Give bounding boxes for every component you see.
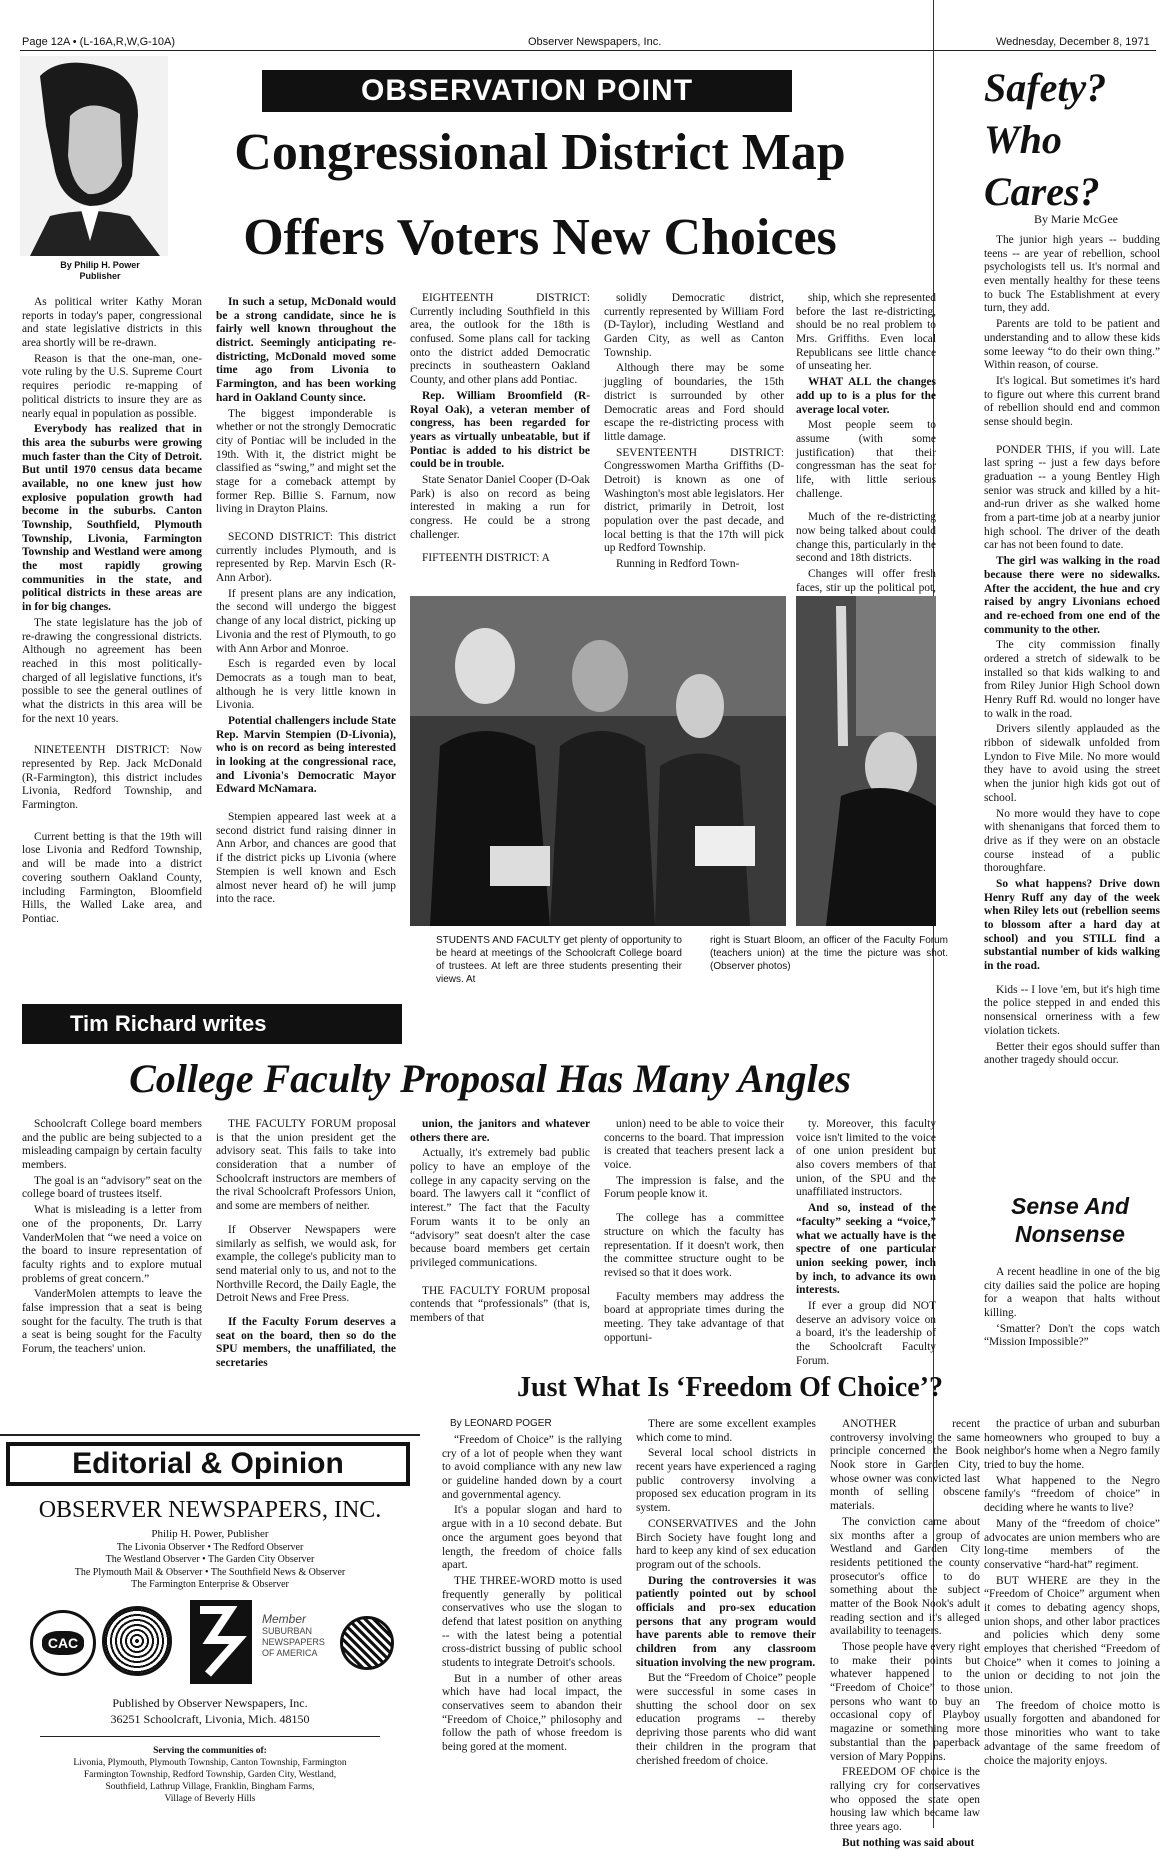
paragraph: Drivers silently applauded as the ribbon of sidewalk unfolded from Lyndon to Five Mile. No more would they have to avoid using the street when the junior high kids got out of school. bbox=[984, 723, 1160, 804]
observation-headline-line1: Congressional District Map bbox=[234, 124, 846, 181]
paragraph: WHAT ALL the changes add up to is a plus for the average local voter. bbox=[796, 376, 936, 416]
paragraph: If present plans are any indication, the second will undergo the biggest change of any local district, picking up Livonia and the rest of Plymouth, to go with Ann Arbor and Monroe. bbox=[216, 587, 396, 655]
publisher-portrait-image bbox=[20, 56, 168, 256]
paragraph: PONDER THIS, if you will. Late last spring -- just a few days before graduation -- a young Bentley High senior was struck and killed by a hit-and-run driver as she walked home from a part-time job at a nearby junior high school. The driver of the death car has not been found to date. bbox=[984, 443, 1160, 552]
paragraph: The conviction came about six months after a group of Westland and Garden City residents petitioned the county prosecutor's office to do something about the subject matter of the Book Nook's adult reading section and it's alleged availability to teenagers. bbox=[830, 1515, 980, 1638]
college-col-1 bbox=[22, 1118, 202, 1418]
faculty-photo-image bbox=[796, 596, 936, 926]
paragraph: What is misleading is a letter from one of the proponents, Dr. Larry VanderMolen that “we need a voice on the board to insure representation of faculty rights and to explore mutual problems of great concern.” bbox=[22, 1204, 202, 1285]
students-photo-image bbox=[410, 596, 786, 926]
byline-title: Publisher bbox=[79, 270, 121, 281]
paragraph: The biggest imponderable is whether or not the strongly Democratic city of Pontiac will be included in the 19th. With it, the district might be classified as “swing,” and might set the stage for a comeback attempt by former Rep. Billie S. Farnum, now living in Drayton Plains. bbox=[216, 407, 396, 516]
paragraph: Everybody has realized that in this area the suburbs were growing much faster than the City of Detroit. But until 1970 census data became available, no one knew just how explosive population growth had become in the suburbs. Canton Township, Southfield, Plymouth Township, Livonia, Farmington Township and Westland were among the most rapidly growing communities in the state, and political districts in these areas are in for big changes. bbox=[22, 423, 202, 614]
editorial-masthead: OBSERVER NEWSPAPERS, INC. bbox=[38, 1497, 382, 1523]
paragraph: Several local school districts in recent years have experienced a raging public controversy involving a proposed sex education program in its system. bbox=[636, 1447, 816, 1515]
paragraph: VanderMolen attempts to leave the false impression that a seat is being sought for the faculty. The truth is that a seat is being sought for the Faculty Forum, the teachers' union. bbox=[22, 1288, 202, 1355]
paragraph: No more would they have to cope with shenanigans that forced them to drive as if they were on an obstacle course instead of a public thoroughfare. bbox=[984, 807, 1160, 875]
paragraph: Potential challengers include State Rep. Marvin Stempien (D-Livonia), who is on record as being interested in looking at the congressional race, and Livonia's Democratic Mayor Edward McNamara. bbox=[216, 714, 396, 796]
photo-caption-left: STUDENTS AND FACULTY get plenty of opportunity to be heard at meetings of the Schoolcraft College board of trustees. At left are three students presenting their views. At bbox=[436, 935, 682, 985]
editorial-published bbox=[0, 1696, 420, 1727]
safety-headline-line2: Who bbox=[984, 117, 1062, 162]
paragraph: Changes will offer fresh faces, stir up the political pot, bbox=[796, 568, 936, 594]
observation-col-5 bbox=[796, 292, 936, 592]
paragraph: State Senator Daniel Cooper (D-Oak Park) is also on record as being interested in making a run for congress. He could be a strong challenger. bbox=[410, 473, 590, 541]
cac-logo bbox=[30, 1610, 96, 1676]
observation-col-3 bbox=[410, 292, 590, 592]
paragraph: the practice of urban and suburban homeowners who grouped to buy a neighbor's home when a Negro family tried to buy the home. bbox=[984, 1418, 1160, 1472]
paragraph: NINETEENTH DISTRICT: Now represented by Rep. Jack McDonald (R-Farmington), this district includes Livonia, Redford Township, and Farmington. bbox=[22, 744, 202, 812]
paragraph: ‘Smatter? Don't the cops watch “Mission Impossible?” bbox=[984, 1322, 1160, 1349]
member-line-3: NEWSPAPERS bbox=[262, 1637, 325, 1648]
editorial-publisher-line: Philip H. Power, Publisher bbox=[151, 1528, 269, 1540]
editorial-papers-1: The Livonia Observer • The Redford Observer bbox=[116, 1541, 304, 1553]
byline-name: By Philip H. Power bbox=[60, 260, 140, 270]
sense-headline-line2: Nonsense bbox=[1015, 1221, 1125, 1247]
paragraph: There are some excellent examples which come to mind. bbox=[636, 1418, 816, 1444]
paragraph: As political writer Kathy Moran reports in today's paper, congressional and state legislative districts in this area shortly will be re-drawn. bbox=[22, 296, 202, 350]
folio-paper: Observer Newspapers, Inc. bbox=[528, 36, 662, 48]
publisher-photo bbox=[20, 56, 168, 256]
communities-line-3: Southfield, Lathrup Village, Franklin, Bingham Farms, bbox=[105, 1781, 315, 1792]
editorial-top-rule bbox=[0, 1434, 420, 1436]
paragraph: But nothing was said about bbox=[842, 1836, 975, 1849]
editorial-communities bbox=[0, 1746, 420, 1805]
paragraph: And so, instead of the “faculty” seeking a “voice,” what we actually have is the spectre of one particular union seeking power, inch by inch, to advance its own interests. bbox=[796, 1202, 936, 1297]
college-headline: College Faculty Proposal Has Many Angles bbox=[129, 1056, 851, 1101]
paragraph: ANOTHER recent controversy involving the same principle concerned the Book Nook store in Garden City, whose owner was convicted last month of selling obscene materials. bbox=[830, 1418, 980, 1513]
paragraph: Rep. William Broomfield (R-Royal Oak), a veteran member of congress, has been regarded for years as virtually unbeatable, but if Pontiac is added to his district be could be in trouble. bbox=[410, 389, 590, 471]
communities-line-4: Village of Beverly Hills bbox=[164, 1793, 256, 1804]
observation-col-4 bbox=[604, 292, 784, 592]
paragraph: THE FACULTY FORUM proposal contends that “professionals” (that is, members of that bbox=[410, 1284, 590, 1324]
paragraph: Faculty members may address the board at appropriate times during the meeting. They take advantage of that opportuni- bbox=[604, 1290, 784, 1344]
paragraph: Stempien appeared last week at a second district fund raising dinner in Ann Arbor, and chances are good that if the district picks up Livonia (where Stempien is well known and Esch almost never heard of) he will jump into the race. bbox=[216, 811, 396, 906]
published-line-2: 36251 Schoolcraft, Livonia, Mich. 48150 bbox=[110, 1711, 310, 1726]
paragraph: Those people have every right to make their points but whatever happened to the “Freedom of Choice” to those persons who want to buy an occasional copy of Playboy magazine or something more substantial than the paperback version of Mary Poppins. bbox=[830, 1641, 980, 1763]
paragraph: Most people seem to assume (with some justification) that their congressman has the seat for life, with little serious challenge. bbox=[796, 419, 936, 500]
safety-headline bbox=[984, 62, 1164, 218]
paragraph: Running in Redford Town- bbox=[616, 558, 740, 571]
paragraph: FREEDOM OF choice is the rallying cry for conservatives who opposed the state open housing law which became law three years ago. bbox=[830, 1766, 980, 1833]
paragraph: But the “Freedom of Choice” people were successful in some cases in shutting the school door on sex education programs -- thereby depriving those parents who did want their children in the program that cherished freedom of choice. bbox=[636, 1672, 816, 1767]
tim-richard-banner: Tim Richard writes bbox=[22, 1004, 402, 1044]
editorial-papers-3: The Plymouth Mail & Observer • The Southfield News & Observer bbox=[74, 1566, 346, 1578]
paragraph: Better their egos should suffer than another tragedy should occur. bbox=[984, 1040, 1160, 1067]
freedom-col-2 bbox=[636, 1418, 816, 1826]
sense-headline bbox=[980, 1192, 1160, 1248]
folio-rule bbox=[20, 50, 1156, 51]
sna-logo-mark bbox=[190, 1600, 252, 1684]
folio-date: Wednesday, December 8, 1971 bbox=[996, 36, 1150, 48]
paragraph: A recent headline in one of the big city dailies said the police are hoping for a weapon that halts without killing. bbox=[984, 1266, 1160, 1320]
paragraph: What happened to the Negro family's “freedom of choice” in deciding where he wants to live? bbox=[984, 1474, 1160, 1515]
freedom-headline: Just What Is ‘Freedom Of Choice’? bbox=[517, 1372, 943, 1403]
paragraph: The junior high years -- budding teens -- are year of rebellion, school psychologists tell us. It's normal and even mentally healthy for these teens to buck The Establishment at every turn, they add. bbox=[984, 234, 1160, 315]
paragraph: The goal is an “advisory” seat on the college board of trustees itself. bbox=[22, 1174, 202, 1201]
paragraph: Many of the “freedom of choice” advocates are union members who are long-time members of the conservative “hard-hat” regiment. bbox=[984, 1517, 1160, 1571]
communities-line-2: Farmington Township, Redford Township, Garden City, Westland, bbox=[83, 1769, 337, 1780]
paragraph: Although there may be some juggling of boundaries, the 15th district is surrounded by other Democratic areas and Ford should escape the re-districting process with little damage. bbox=[604, 362, 784, 443]
cac-logo-text: CAC bbox=[42, 1631, 84, 1655]
observation-col-1 bbox=[22, 296, 202, 996]
observation-col-2 bbox=[216, 296, 396, 996]
paragraph: The state legislature has the job of re-drawing the congressional districts. Although no agreement has been reached in this most politically-charged of all legislative functions, it's possible to see the general outlines of what the districts in this area will be for the next 10 years. bbox=[22, 616, 202, 725]
paragraph: THE THREE-WORD motto is used frequently generally by political conservatives who use the slogan to defend that latest position on anything -- with the latest being a potential cross-district bussing of public school students to integrate Detroit's schools. bbox=[442, 1574, 622, 1669]
paragraph: The freedom of choice motto is usually forgotten and abandoned for those minorities who want to take advantage of the same freedom of choice the majority enjoys. bbox=[984, 1699, 1160, 1767]
photo-caption-right: right is Stuart Bloom, an officer of the Faculty Forum (teachers union) at the time the picture was shot. (Observer photos) bbox=[710, 935, 948, 972]
freedom-byline: By LEONARD POGER bbox=[450, 1418, 552, 1429]
paragraph: SECOND DISTRICT: This district currently includes Plymouth, and is represented by Rep. Marvin Esch (R-Ann Arbor). bbox=[216, 531, 396, 585]
folio-page: Page 12A • (L-16A,R,W,G-10A) bbox=[22, 36, 176, 48]
editorial-papers-4: The Farmington Enterprise & Observer bbox=[131, 1579, 289, 1591]
paragraph: ship, which she represented before the last re-districting, should be no real problem to Mrs. Griffiths. Even local Republicans see little chance of unseating her. bbox=[796, 292, 936, 373]
paragraph: EIGHTEENTH DISTRICT: Currently including Southfield in this area, the outlook for the 18th is confused. Some plans call for tacking onto the district added Democratic precincts in southeastern Oakland County, and other plans add Pontiac. bbox=[410, 292, 590, 387]
paragraph: Kids -- I love 'em, but it's high time the police stepped in and ended this nonsensical orneriness with a few violation tickets. bbox=[984, 983, 1160, 1037]
published-line-1: Published by Observer Newspapers, Inc. bbox=[112, 1696, 308, 1710]
paragraph: SEVENTEENTH DISTRICT: Congresswomen Martha Griffiths (D-Detroit) is known as one of Washington's most able legislators. Her district, primarily in Detroit, lost population over the past decade, and local betting is that the 17th will pick up Redford Township. bbox=[604, 446, 784, 555]
freedom-col-3 bbox=[830, 1418, 980, 1849]
paragraph: union, the janitors and whatever others there are. bbox=[410, 1118, 590, 1144]
press-seal-logo bbox=[102, 1606, 172, 1676]
paragraph: BUT WHERE are they in the “Freedom of Choice” argument when it comes to debating agency shops, union shops, and other labor practices and policies which deny some employes that cherished “Freedom of Choice” when it comes to joining a union or deciding to not join the union. bbox=[984, 1574, 1160, 1697]
observation-banner: OBSERVATION POINT bbox=[262, 70, 792, 112]
paragraph: ty. Moreover, this faculty voice isn't limited to the voice of one union president but also covers members of that union, of the SPU and the unaffiliated instructors. bbox=[796, 1118, 936, 1199]
publisher-byline bbox=[30, 260, 170, 282]
paragraph: It's a popular slogan and hard to argue with in a 10 second debate. But once the argument goes beyond that length, the freedom of choice falls apart. bbox=[442, 1504, 622, 1572]
editorial-publisher bbox=[0, 1528, 420, 1592]
paragraph: If Observer Newspapers were similarly as selfish, we would ask, for example, the college's publicity man to send material only to us, and not to the Northville Record, the Daily Eagle, the Detroit News and Free Press. bbox=[216, 1223, 396, 1305]
paragraph: If ever a group did NOT deserve an advisory voice on a board, it's the leadership of the Schoolcraft Faculty Forum. bbox=[796, 1299, 936, 1367]
students-photo bbox=[410, 596, 786, 926]
safety-headline-line3: Cares? bbox=[984, 169, 1100, 214]
paragraph: Esch is regarded even by local Democrats as a tough man to beat, although he is very little known in Livonia. bbox=[216, 658, 396, 712]
paragraph: Actually, it's extremely bad public policy to have an employe of the college in any capacity serving on the board. The lawyers call it “conflict of interest.” The fact that the Faculty Forum wants it to be only an “advisory” seat doesn't alter the case because board members get certain privileged communications. bbox=[410, 1147, 590, 1269]
editorial-box bbox=[0, 1434, 420, 1828]
paragraph: The girl was walking in the road because there were no sidewalks. After the accident, the hue and cry raised by angry Livonians echoed and re-echoed from one end of the community to the other. bbox=[984, 555, 1160, 636]
eagle-seal-logo bbox=[340, 1616, 394, 1670]
paragraph: If the Faculty Forum deserves a seat on the board, then so do the SPU members, the unaffiliated, the secretaries bbox=[216, 1315, 396, 1369]
paragraph: It's logical. But sometimes it's hard to figure out where this current brand of rebellion should end and common sense should begin. bbox=[984, 374, 1160, 428]
paragraph: Current betting is that the 19th will lose Livonia and Redford Township, and will be made into a district covering southern Oakland County, including Farmington, Bloomfield Hills, the Walled Lake area, and Pontiac. bbox=[22, 830, 202, 925]
paragraph: But in a number of other areas which have had local impact, the conservatives seem to abandon their “Freedom of Choice,” philosophy and follow the path of whose freedom is being gored at the moment. bbox=[442, 1672, 622, 1754]
freedom-col-4 bbox=[984, 1418, 1160, 1826]
faculty-photo bbox=[796, 596, 936, 926]
college-col-5 bbox=[796, 1118, 936, 1368]
paragraph: The impression is false, and the Forum people know it. bbox=[604, 1174, 784, 1201]
paragraph: union) need to be able to voice their concerns to the board. That impression is created that teachers present lack a voice. bbox=[604, 1118, 784, 1172]
paragraph: THE FACULTY FORUM proposal is that the union president get the advisory seat. This fails to take into consideration that a number of Schoolcraft instructors are members of the rival Schoolcraft Professors Union, and some are members of neither. bbox=[216, 1118, 396, 1213]
safety-headline-line1: Safety? bbox=[984, 65, 1107, 110]
member-label: Member bbox=[262, 1612, 307, 1626]
paragraph: The city commission finally ordered a stretch of sidewalk to be installed so that kids walking to and from Riley Junior High School down Henry Ruff Rd. would no longer have to walk in the road. bbox=[984, 639, 1160, 720]
communities-line-1: Livonia, Plymouth, Plymouth Township, Canton Township, Farmington bbox=[73, 1757, 347, 1768]
paragraph: Reason is that the one-man, one-vote ruling by the U.S. Supreme Court requires periodic re-mapping of political districts to insure they are as nearly equal in population as possible. bbox=[22, 352, 202, 420]
college-col-2 bbox=[216, 1118, 396, 1418]
sense-body bbox=[984, 1266, 1160, 1352]
member-line-2: SUBURBAN bbox=[262, 1626, 313, 1637]
paragraph: FIFTEENTH DISTRICT: A bbox=[422, 552, 550, 565]
paragraph: CONSERVATIVES and the John Birch Society have fought long and hard to keep any kind of sex education program out of the schools. bbox=[636, 1517, 816, 1571]
editorial-banner: Editorial & Opinion bbox=[6, 1442, 410, 1486]
serving-label: Serving the communities of: bbox=[153, 1746, 267, 1756]
member-text bbox=[262, 1612, 325, 1659]
sna-logo bbox=[190, 1600, 252, 1684]
editorial-mid-rule bbox=[40, 1736, 380, 1737]
safety-byline: By Marie McGee bbox=[1034, 212, 1118, 226]
paragraph: Schoolcraft College board members and the public are being subjected to a misleading campaign by certain faculty members. bbox=[22, 1118, 202, 1172]
paragraph: The college has a committee structure on which the faculty has representation. If it doesn't work, then the committee structure ought to be revised so that it does work. bbox=[604, 1212, 784, 1279]
paragraph: “Freedom of Choice” is the rallying cry of a lot of people when they want to avoid compliance with any new law or guideline handed down by a court and governmental agency. bbox=[442, 1434, 622, 1501]
member-line-4: OF AMERICA bbox=[262, 1647, 318, 1658]
paragraph: Much of the re-districting now being talked about could change this, particularly in the second and 18th districts. bbox=[796, 511, 936, 565]
paragraph: solidly Democratic district, currently represented by William Ford (D-Taylor), including Westland and Garden City, as well as Canton Township. bbox=[604, 292, 784, 359]
paragraph: In such a setup, McDonald would be a strong candidate, since he is fairly well known throughout the district. Seemingly anticipating re-districting, McDonald moved some time ago from Livonia to Farmington, and has been working hard in Oakland County since. bbox=[216, 296, 396, 404]
observation-headline-line2: Offers Voters New Choices bbox=[243, 209, 837, 266]
sense-headline-line1: Sense And bbox=[1010, 1193, 1129, 1219]
freedom-col-1 bbox=[442, 1434, 622, 1826]
paragraph: During the controversies it was patiently pointed out by school officials and pro-sex education persons that any program would have parents able to remove their children from any classroom situation involving the new program. bbox=[636, 1574, 816, 1669]
paragraph: Parents are told to be patient and understanding and to allow these kids some leeway “to do their own thing.” Within reason, of course. bbox=[984, 318, 1160, 372]
paragraph: So what happens? Drive down Henry Ruff any day of the week when Riley lets out (rebellion seems to blossom after a hard day at school) and you STILL find a substantial number of kids walking in the road. bbox=[984, 877, 1160, 973]
editorial-papers-2: The Westland Observer • The Garden City Observer bbox=[105, 1554, 315, 1566]
safety-body bbox=[984, 234, 1160, 1162]
